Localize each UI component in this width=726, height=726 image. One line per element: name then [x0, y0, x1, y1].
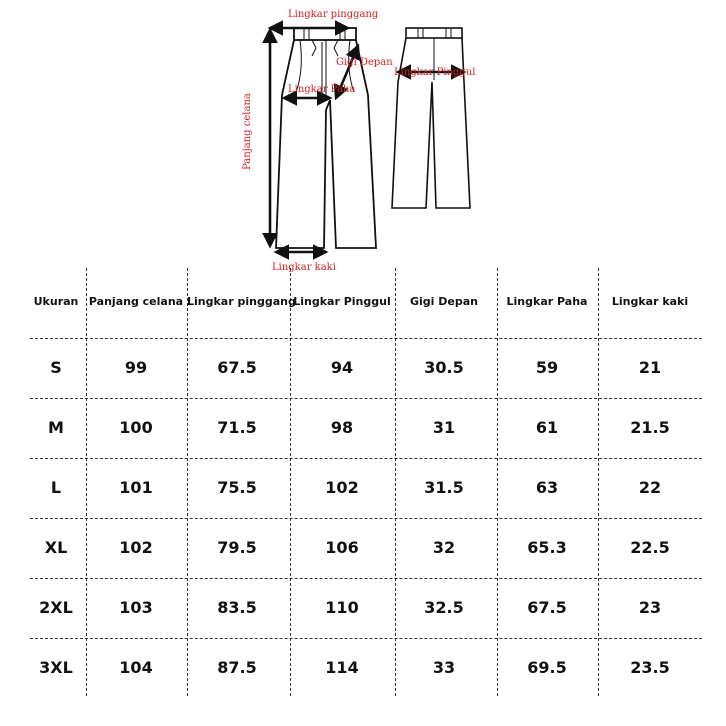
- table-cell: 98: [330, 418, 354, 437]
- label-lingkar-paha: Lingkar Paha: [288, 84, 356, 95]
- table-cell: 61: [535, 418, 559, 437]
- table-cell: 32: [432, 538, 456, 557]
- table-size-label: 3XL: [39, 658, 73, 677]
- table-header-cell: Ukuran: [33, 295, 79, 308]
- back-pants-illustration: [392, 28, 470, 208]
- table-column-divider: [497, 268, 498, 696]
- table-cell: 65.3: [527, 538, 567, 557]
- table-header-cell: Gigi Depan: [410, 295, 478, 308]
- table-cell: 83.5: [217, 598, 257, 617]
- table-column-divider: [187, 268, 188, 696]
- table-cell: 94: [330, 358, 354, 377]
- table-cell: 67.5: [217, 358, 257, 377]
- table-cell: 99: [124, 358, 148, 377]
- table-cell: 23: [638, 598, 662, 617]
- table-size-label: S: [50, 358, 62, 377]
- table-row-divider: [30, 458, 702, 459]
- table-cell: 59: [535, 358, 559, 377]
- table-row-divider: [30, 518, 702, 519]
- table-cell: 87.5: [217, 658, 257, 677]
- table-size-label: XL: [44, 538, 68, 557]
- table-cell: 31.5: [424, 478, 464, 497]
- table-size-label: M: [48, 418, 64, 437]
- table-cell: 106: [325, 538, 359, 557]
- table-header-cell: Lingkar Pinggul: [293, 295, 391, 308]
- label-lingkar-pinggang: Lingkar pinggang: [288, 9, 379, 20]
- table-cell: 21.5: [630, 418, 670, 437]
- table-column-divider: [598, 268, 599, 696]
- table-size-label: 2XL: [39, 598, 73, 617]
- table-cell: 22.5: [630, 538, 670, 557]
- table-row-divider: [30, 398, 702, 399]
- label-panjang-celana: Panjang celana: [242, 93, 253, 170]
- table-cell: 100: [119, 418, 153, 437]
- table-cell: 102: [325, 478, 359, 497]
- table-cell: 110: [325, 598, 359, 617]
- table-cell: 103: [119, 598, 153, 617]
- table-row-divider: [30, 638, 702, 639]
- table-column-divider: [395, 268, 396, 696]
- table-cell: 69.5: [527, 658, 567, 677]
- table-cell: 63: [535, 478, 559, 497]
- table-cell: 101: [119, 478, 153, 497]
- table-cell: 79.5: [217, 538, 257, 557]
- table-cell: 22: [638, 478, 662, 497]
- table-column-divider: [290, 268, 291, 696]
- table-size-label: L: [50, 478, 62, 497]
- table-header-cell: Panjang celana: [88, 295, 184, 308]
- table-header-cell: Lingkar kaki: [611, 295, 689, 308]
- label-gigi-depan: Gigi Depan: [336, 57, 393, 68]
- label-lingkar-pinggul: Lingkar Pinggul: [394, 67, 476, 78]
- table-row-divider: [30, 338, 702, 339]
- table-cell: 114: [325, 658, 359, 677]
- table-header-cell: Lingkar Paha: [506, 295, 588, 308]
- table-header-cell: Lingkar pinggang: [187, 295, 296, 308]
- table-cell: 102: [119, 538, 153, 557]
- table-cell: 31: [432, 418, 456, 437]
- table-cell: 23.5: [630, 658, 670, 677]
- table-cell: 67.5: [527, 598, 567, 617]
- table-cell: 104: [119, 658, 153, 677]
- table-row-divider: [30, 578, 702, 579]
- table-cell: 71.5: [217, 418, 257, 437]
- table-cell: 21: [638, 358, 662, 377]
- table-cell: 33: [432, 658, 456, 677]
- label-lingkar-kaki: Lingkar kaki: [272, 262, 336, 272]
- pants-measurement-diagram: [0, 0, 726, 272]
- table-cell: 75.5: [217, 478, 257, 497]
- table-cell: 32.5: [424, 598, 464, 617]
- size-chart-table: [0, 268, 726, 696]
- table-cell: 30.5: [424, 358, 464, 377]
